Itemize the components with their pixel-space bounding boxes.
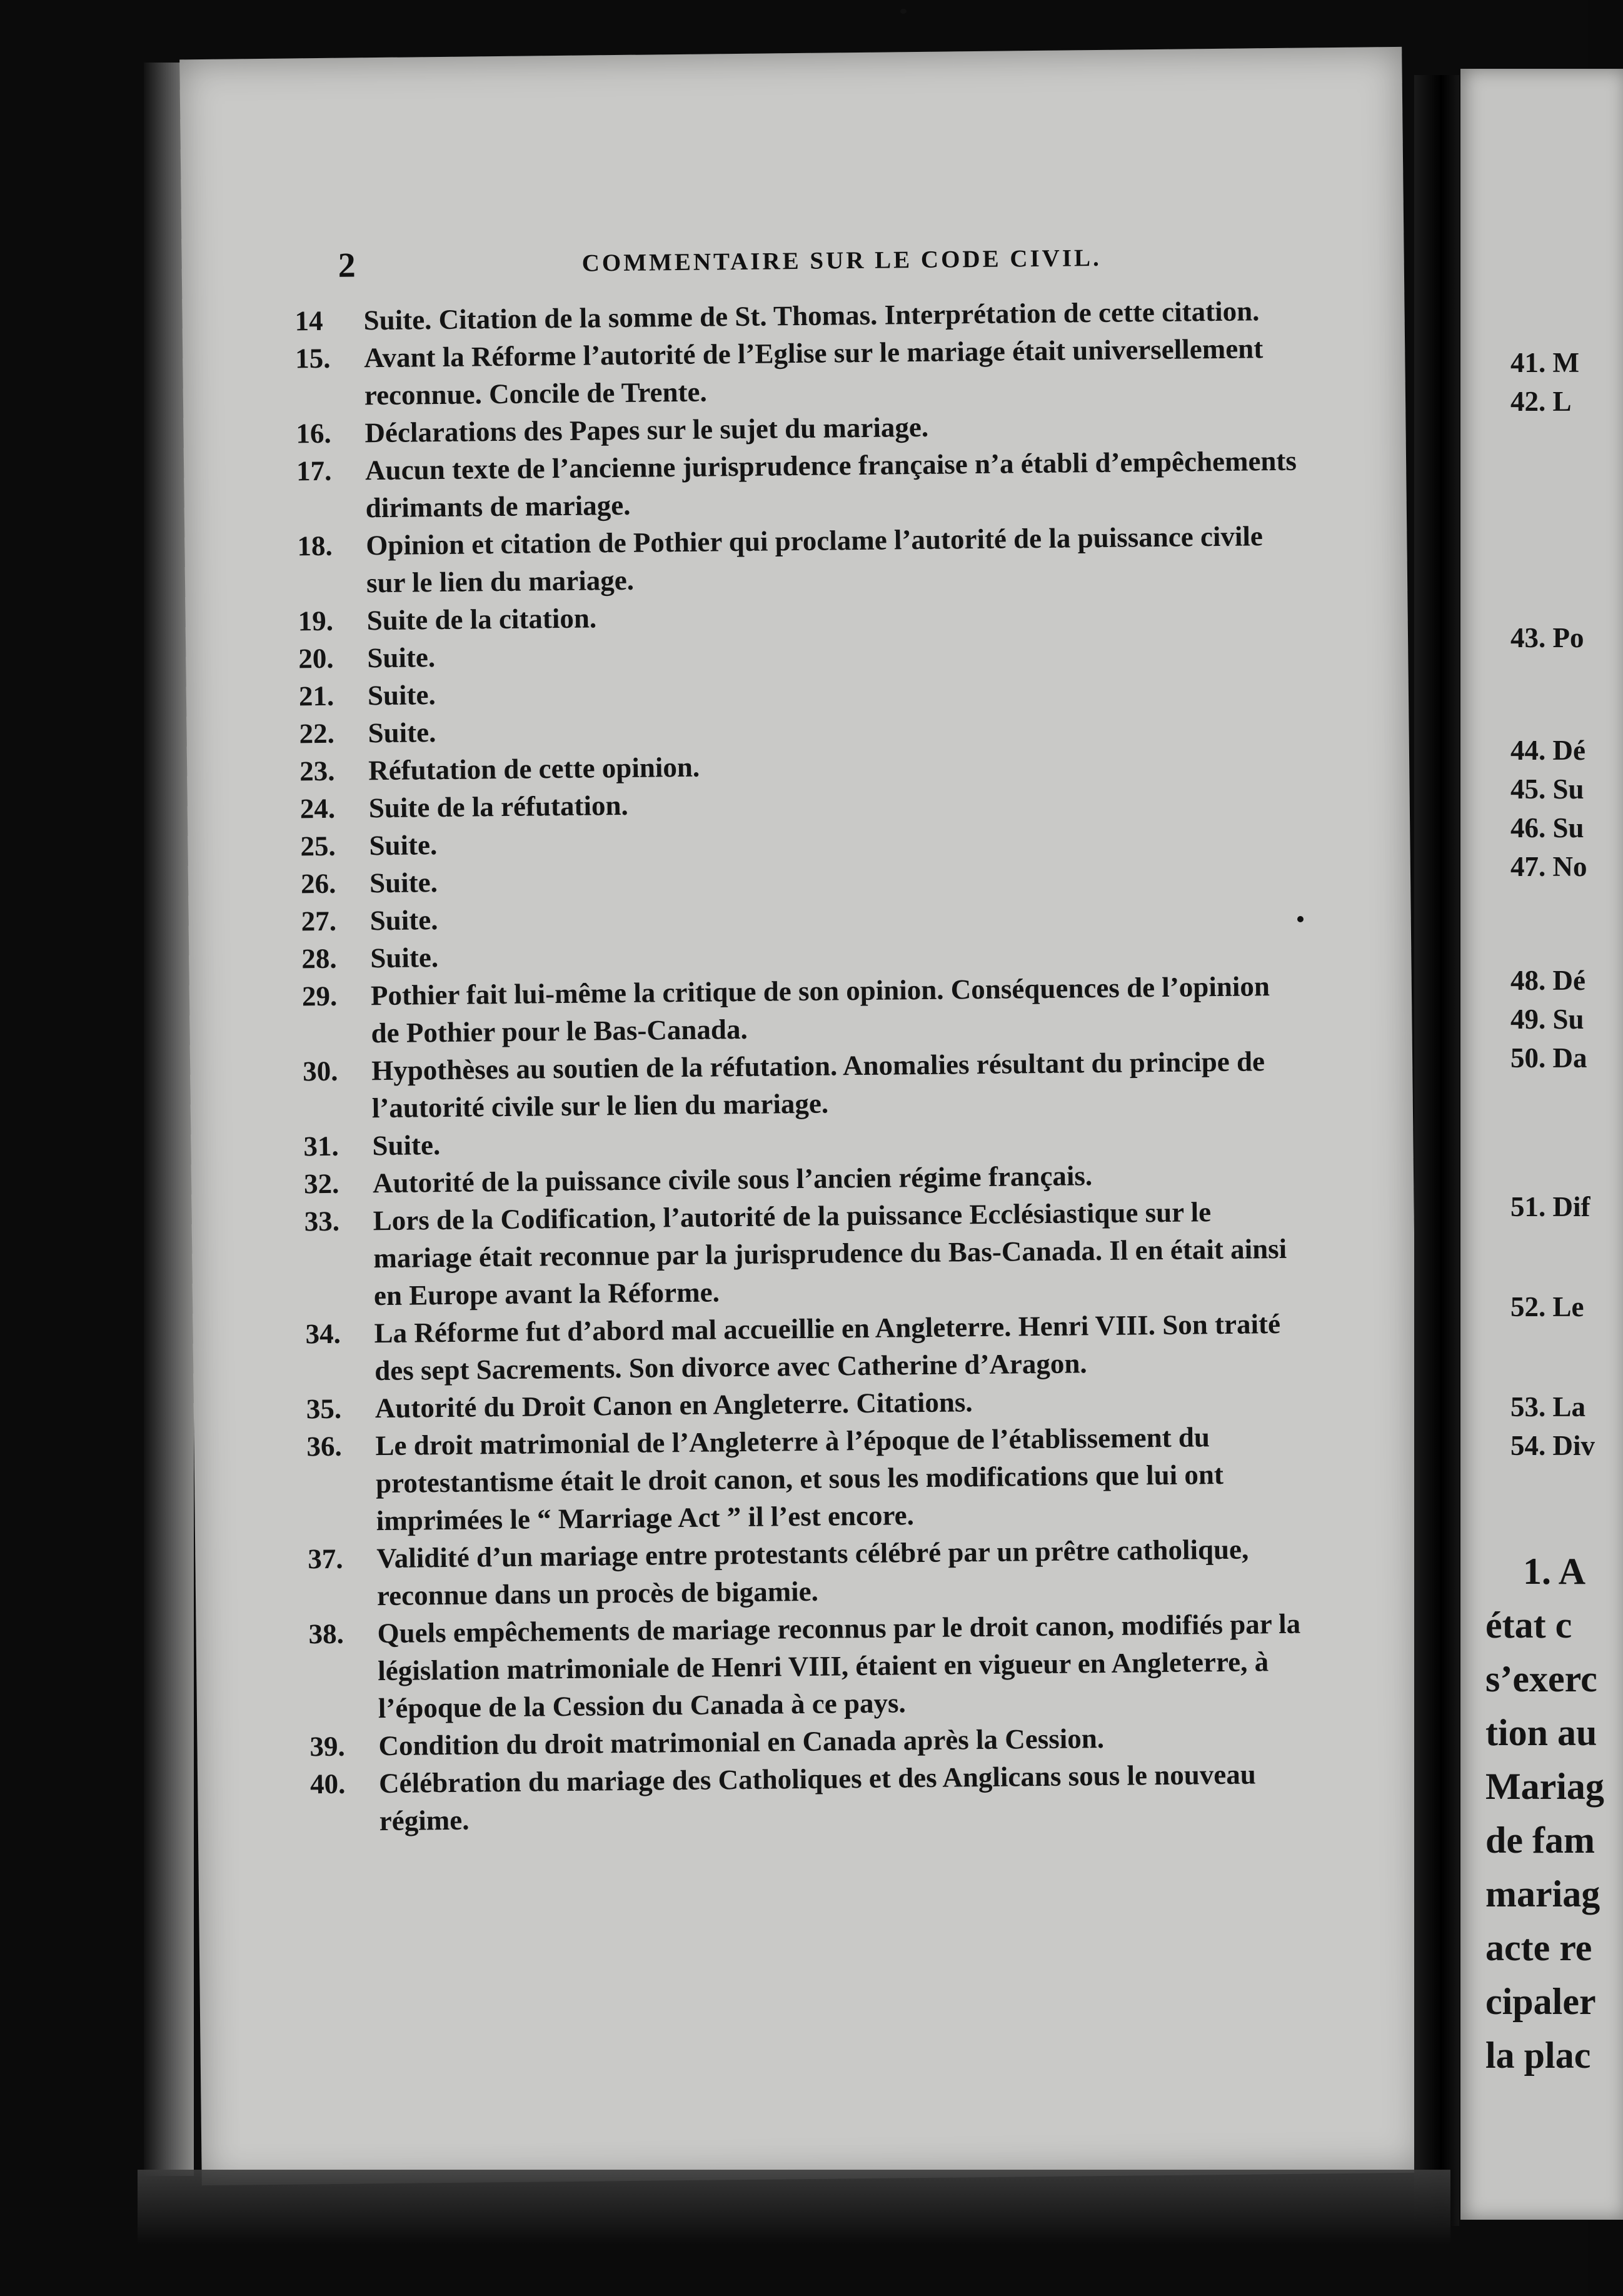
right-page-body-line: Mariag (1485, 1766, 1604, 1807)
toc-entry-number: 15. (295, 342, 331, 375)
toc-entry (297, 517, 1298, 603)
right-page-entry: 53. La (1510, 1391, 1586, 1422)
toc-entry-number: 33. (304, 1205, 340, 1237)
toc-entry-number: 36. (306, 1430, 342, 1463)
toc-entry-text: Hypothèses au soutien de la réfutation. Anomalies résultant du principe de l’autorité civile sur le lien du mariage. (371, 1045, 1265, 1124)
toc-entry-text: Opinion et citation de Pothier qui proclame l’autorité de la puissance civile sur le lien du mariage. (366, 520, 1264, 599)
right-page-body-line: acte re (1485, 1927, 1592, 1968)
left-page (179, 47, 1424, 2185)
toc-entry-number: 32. (303, 1167, 339, 1200)
toc-entry-text: Suite. Citation de la somme de St. Thomas. Interprétation de cette citation. (363, 295, 1260, 336)
toc-entry (296, 442, 1297, 528)
right-page-entry: 43. Po (1510, 622, 1584, 653)
right-page-entry: 42. L (1510, 386, 1572, 417)
toc-entry-text: Suite. (367, 679, 436, 712)
toc-entry-number: 40. (309, 1768, 346, 1800)
toc-entry (295, 330, 1296, 415)
toc-entry-number: 16. (296, 417, 332, 450)
right-page-body-line: 1. A (1523, 1551, 1586, 1592)
toc-entry-text: Suite de la citation. (366, 602, 597, 637)
running-title: COMMENTAIRE SUR LE CODE CIVIL. (581, 244, 1102, 277)
toc-entry (308, 1530, 1309, 1616)
toc-entry-number: 27. (301, 905, 337, 937)
toc-entry-text: Suite. (368, 717, 436, 749)
toc-entry-number: 31. (303, 1130, 339, 1162)
toc-entry-number: 26. (300, 867, 336, 900)
right-page-entry: 50. Da (1510, 1042, 1587, 1074)
toc-entry (305, 1305, 1306, 1391)
right-page-entry: 48. Dé (1510, 965, 1585, 996)
toc-entry-number: 34. (305, 1317, 341, 1350)
toc-entry-text: Suite. (372, 1129, 441, 1162)
right-page-entry: 47. No (1510, 851, 1587, 882)
toc-entry-number: 38. (308, 1618, 344, 1650)
toc-entry-number: 21. (298, 680, 334, 712)
toc-entry-text: Suite. (369, 829, 438, 862)
toc-entry-text: Suite. (367, 642, 436, 674)
toc-entry-text: Réfutation de cette opinion. (368, 751, 700, 787)
toc-entry-number: 14 (294, 305, 323, 337)
toc-entry-number: 18. (297, 530, 333, 562)
right-page-body-line: état c (1485, 1604, 1572, 1646)
toc-entry-text: Suite de la réfutation. (368, 789, 629, 824)
toc-entry (304, 1192, 1305, 1316)
page-shadow (138, 2170, 1450, 2245)
toc-entry-text: Condition du droit matrimonial en Canada après la Cession. (378, 1722, 1105, 1762)
toc-entry-text: Célébration du mariage des Catholiques et des Anglicans sous le nouveau régime. (378, 1758, 1256, 1837)
toc-entry-text: Autorité de la puissance civile sous l’ancien régime français. (372, 1160, 1093, 1199)
table-of-contents (294, 292, 1311, 1841)
toc-entry-number: 22. (299, 717, 335, 750)
right-page-body-line: cipaler (1485, 1981, 1596, 2022)
right-page-entry: 51. Dif (1510, 1191, 1590, 1222)
toc-entry-number: 19. (298, 605, 334, 637)
right-page-body-line: tion au (1485, 1712, 1597, 1753)
toc-entry-text: Avant la Réforme l’autorité de l’Eglise sur le mariage était universellement reconnue. Concile de Trente. (364, 333, 1264, 411)
toc-entry-text: Suite. (370, 942, 439, 974)
right-page-entry: 54. Div (1510, 1430, 1595, 1461)
right-page-entry: 46. Su (1510, 812, 1584, 843)
book-gutter (1414, 75, 1459, 2226)
toc-entry-text: Quels empêchements de mariage reconnus par le droit canon, modifiés par la législation matrimoniale de Henri VIII, étaient en vigueur en Angleterre, à l’époque de la Cession du Canada à ce pays. (377, 1608, 1301, 1725)
toc-entry-number: 35. (306, 1392, 342, 1425)
toc-entry-number: 25. (300, 830, 336, 862)
page-header (181, 234, 1404, 291)
toc-entry-number: 29. (301, 980, 338, 1012)
toc-entry (302, 967, 1303, 1053)
right-page-body-line: mariag (1485, 1873, 1600, 1915)
right-page-entry: 45. Su (1510, 773, 1584, 805)
toc-entry-number: 30. (302, 1055, 338, 1087)
toc-entry-number: 28. (301, 942, 337, 975)
toc-entry-number: 24. (299, 792, 336, 825)
toc-entry-text: Validité d’un mariage entre protestants célébré par un prêtre catholique, reconnue dans un procès de bigamie. (376, 1533, 1249, 1612)
right-page-body-line: de fam (1485, 1820, 1595, 1861)
toc-entry-text: Suite. (369, 904, 438, 937)
toc-entry-number: 17. (296, 455, 332, 487)
toc-entry (306, 1417, 1308, 1541)
page-number: 2 (338, 246, 356, 285)
toc-entry-text: Suite. (369, 867, 438, 899)
toc-entry-text: Déclarations des Papes sur le sujet du mariage. (364, 411, 929, 449)
right-page-entry: 49. Su (1510, 1004, 1584, 1035)
toc-entry-text: Pothier fait lui-même la critique de son opinion. Conséquences de l’opinion de Pothier pour le Bas-Canada. (370, 970, 1270, 1049)
toc-entry-text: La Réforme fut d’abord mal accueillie en Angleterre. Henri VIII. Son traité des sept Sacrements. Son divorce avec Catherine d’Aragon. (374, 1308, 1281, 1387)
right-page-entry: 44. Dé (1510, 735, 1585, 766)
right-page-entry: 41. M (1510, 347, 1579, 378)
toc-entry-number: 37. (308, 1543, 343, 1575)
toc-entry-text: Aucun texte de l’ancienne jurisprudence française n’a établi d’empêchements dirimants de mariage. (364, 445, 1297, 524)
toc-entry (310, 1755, 1311, 1841)
toc-entry-text: Lors de la Codification, l’autorité de la puissance Ecclésiastique sur le mariage était reconnue par la jurisprudence du Bas-Canada. Il en était ainsi en Europe avant la Réforme. (373, 1196, 1287, 1312)
right-page-entry: 52. Le (1510, 1291, 1584, 1322)
dust-speck (1297, 916, 1304, 922)
right-page-content (1460, 69, 1623, 2220)
toc-entry-text: Le droit matrimonial de l’Angleterre à l’époque de l’établissement du protestantisme était le droit canon, et sous les modifications que lui ont imprimées le “ Marriage Act ” il l’est encore. (375, 1421, 1224, 1537)
toc-entry (303, 1042, 1304, 1128)
dust-speck (900, 9, 907, 14)
toc-entry-number: 39. (309, 1730, 346, 1763)
toc-entry (308, 1605, 1310, 1728)
toc-entry-number: 20. (298, 642, 334, 675)
toc-entry-text: Autorité du Droit Canon en Angleterre. Citations. (374, 1386, 973, 1424)
right-page-body-line: s’exerc (1485, 1658, 1597, 1699)
toc-entry-number: 23. (299, 755, 335, 787)
right-page-body-line: la plac (1485, 2035, 1591, 2076)
right-page (1460, 69, 1623, 2220)
